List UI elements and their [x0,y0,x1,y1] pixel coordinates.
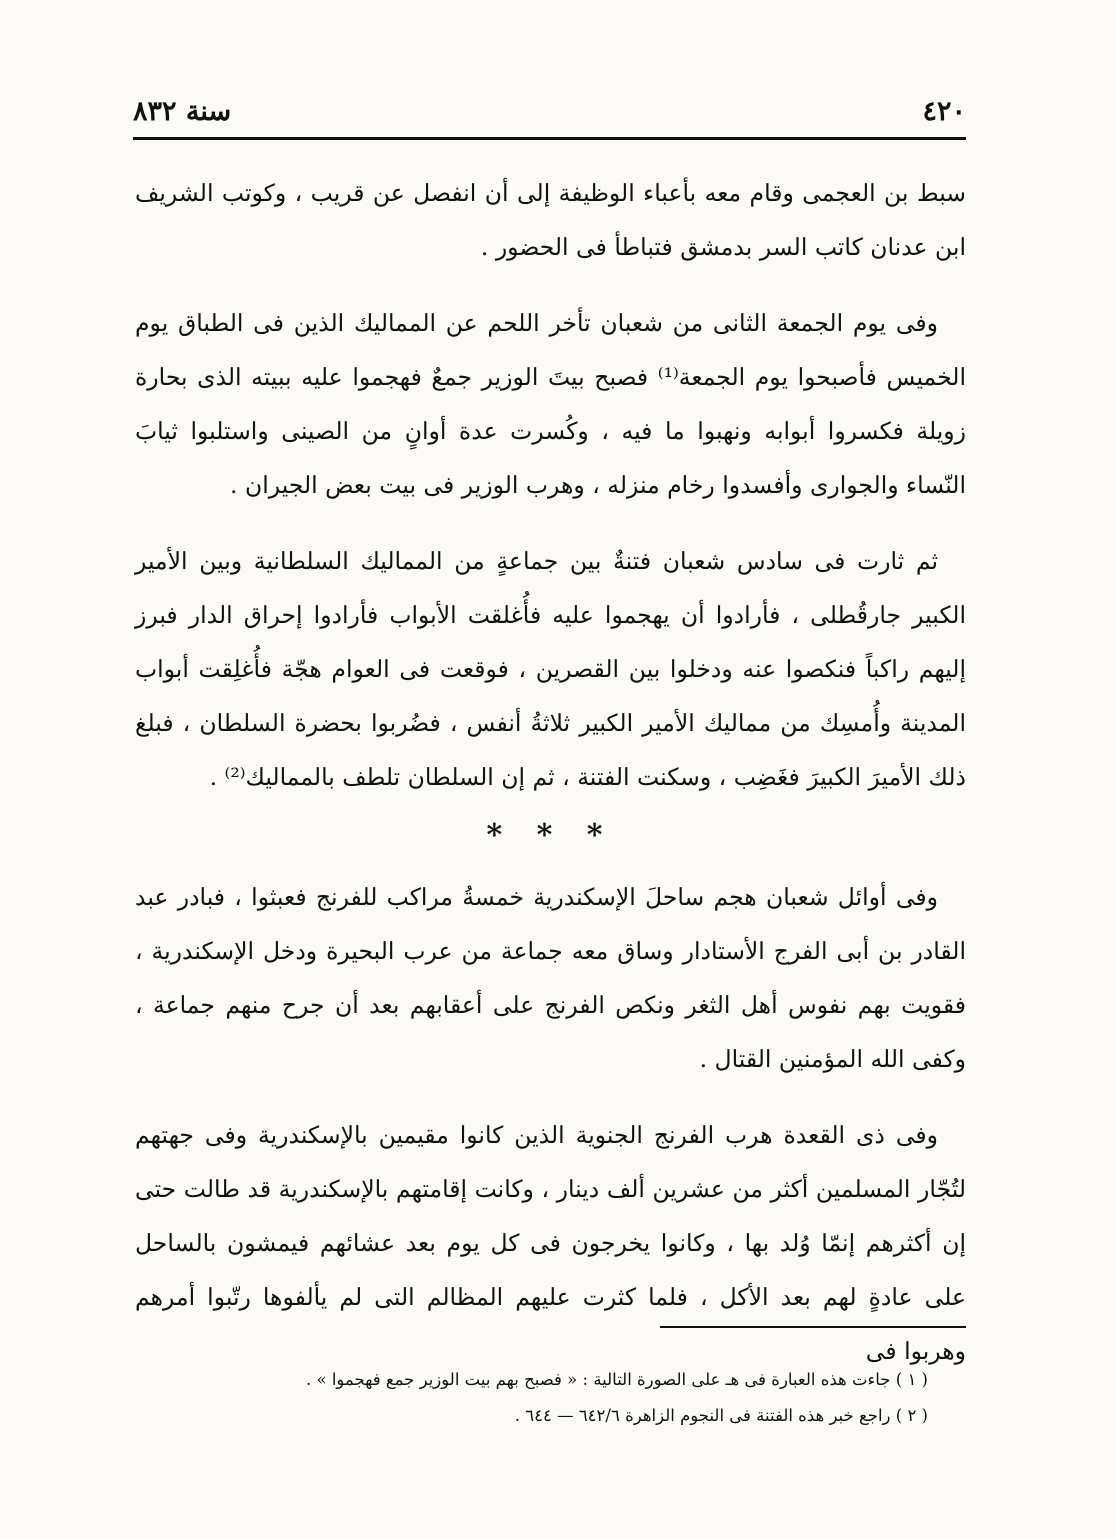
footnote-1: ( ١ ) جاءت هذه العبارة فى هـ على الصورة التالية : « فصبح بهم بيت الوزير جمع فهجموا » . [305,1370,928,1389]
footnote-2: ( ٢ ) راجع خبر هذه الفتنة فى النجوم الزاهرة ٦٤٢/٦ — ٦٤٤ . [514,1406,928,1425]
footnote-rule [660,1326,966,1328]
page-number: ٤٢٠ [922,96,966,127]
page-header [133,92,966,136]
paragraph-5: وفى ذى القعدة هرب الفرنج الجنوية الذين كانوا مقيمين بالإسكندرية وفى جهتهم لتُجّار المسلمين أكثر من عشرين ألف دينار ، وكانت إقامتهم بالإسكندرية قد طالت حتى إن أكثرهم إنمّا وُلد بها ، وكانوا يخرجون فى كل يوم بعد عشائهم فيمشون بالساحل على عادةٍ لهم بعد الأكل ، فلما كثرت عليهم المظالم التى لم يألفوها رتّبوا أمرهم وهربوا فى [135,1121,966,1365]
paragraph-gap [135,512,966,534]
paragraph-3: ثم ثارت فى سادس شعبان فتنةٌ بين جماعةٍ من المماليك السلطانية وبين الأمير الكبير جارقُطلى ، فأرادوا أن يهجموا عليه فأُغلقت الأبواب فأرادوا إحراق الدار فبرز إليهم راكباً فنكصوا عنه ودخلوا بين القصرين ، فوقعت فى العوام هجّة فأُغلِقت أبواب المدينة وأُمسِك من مماليك الأمير الكبير ثلاثةُ أنفس ، فضُربوا بحضرة السلطان ، فبلغ ذلك الأميرَ الكبيرَ فغَضِب ، وسكنت الفتنة ، ثم إن السلطان تلطف بالمماليك⁽²⁾ . [135,547,966,791]
section-ornament: * * * [486,818,615,853]
paragraph-4: وفى أوائل شعبان هجم ساحلَ الإسكندرية خمسةُ مراكب للفرنج فعبثوا ، فبادر عبد القادر بن أبى الفرج الأستادار وساق معه جماعة من عرب البحيرة ودخل الإسكندرية ، فقويت بهم نفوس أهل الثغر ونكص الفرنج على أعقابهم بعد أن جرح منهم جماعة ، وكفى الله المؤمنين القتال . [135,883,966,1073]
running-head: سنة ٨٣٢ [133,96,232,127]
paragraph-2: وفى يوم الجمعة الثانى من شعبان تأخر اللحم عن المماليك الذين فى الطباق يوم الخميس فأصبحوا يوم الجمعة⁽¹⁾ فصبح بيتَ الوزير جمعٌ فهجموا عليه ببيته الذى بحارة زويلة فكسروا أبوابه ونهبوا ما فيه ، وكُسرت عدة أوانٍ من الصينى واستلبوا ثيابَ النّساء والجوارى وأفسدوا رخام منزله ، وهرب الوزير فى بيت بعض الجيران . [135,309,966,499]
main-text [135,166,966,1378]
header-rule [133,137,966,140]
footnotes [135,1362,928,1434]
paragraph-gap [135,274,966,296]
paragraph-gap [135,1086,966,1108]
paragraph-1: سبط بن العجمى وقام معه بأعباء الوظيفة إلى أن انفصل عن قريب ، وكوتب الشريف ابن عدنان كاتب السر بدمشق فتباطأ فى الحضور . [135,179,966,261]
